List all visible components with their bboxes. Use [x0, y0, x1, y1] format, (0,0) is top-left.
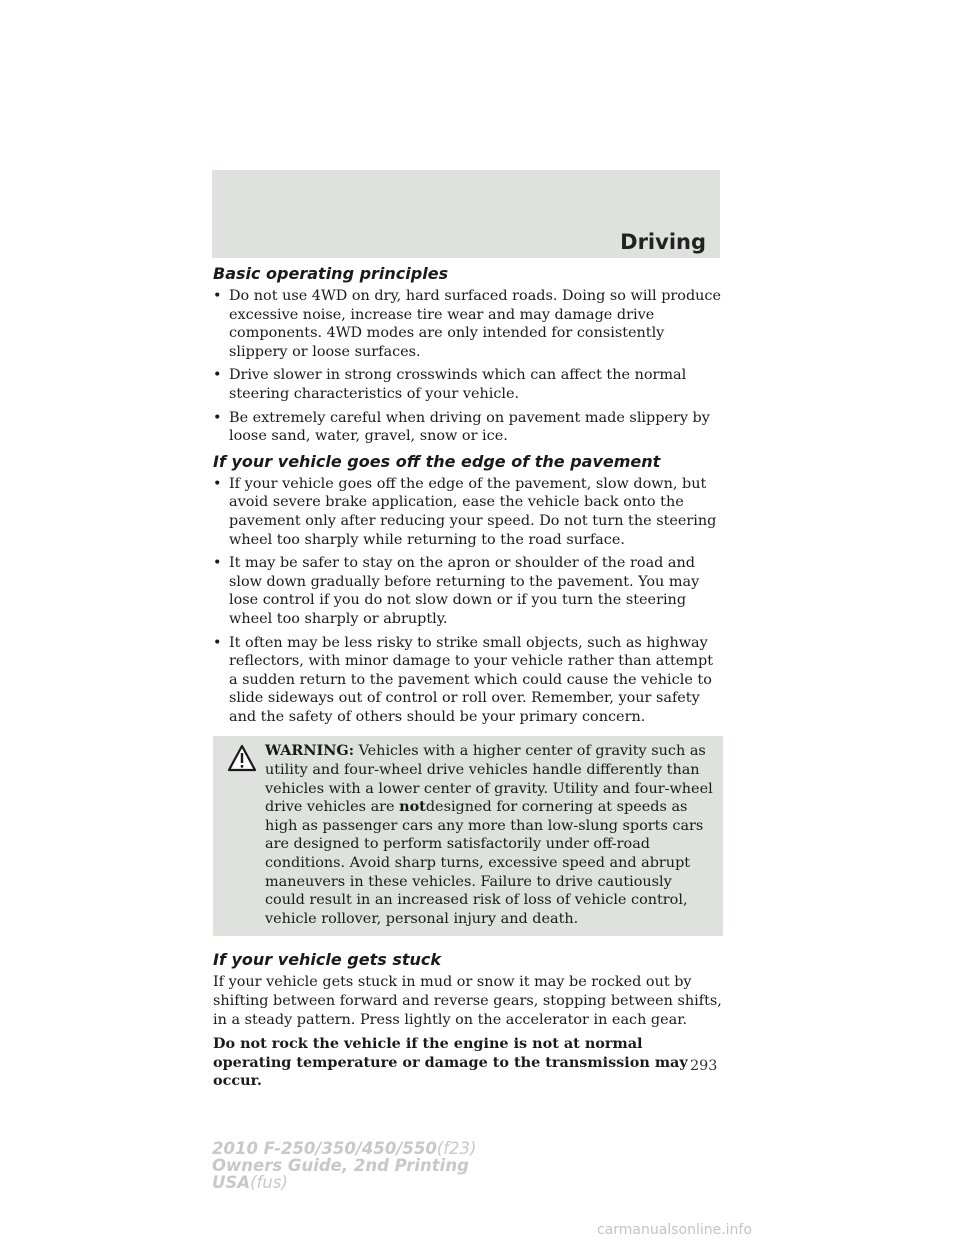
warning-box	[213, 736, 723, 936]
heading-vehicle-stuck: If your vehicle gets stuck	[213, 950, 442, 970]
list-item	[213, 366, 723, 403]
bullet-glyph: •	[213, 367, 222, 384]
warning-triangle-icon	[227, 744, 257, 772]
list-item	[213, 475, 723, 549]
list-item-text: Drive slower in strong crosswinds which can affect the normal steering characteristics of your vehicle.	[229, 367, 687, 402]
bullet-glyph: •	[213, 288, 222, 304]
warning-emphasis: not	[399, 798, 426, 816]
off-pavement-list	[213, 475, 723, 727]
page-number: 293	[690, 1058, 718, 1074]
list-item	[213, 409, 723, 446]
watermark: carmanualsonline.info	[597, 1222, 752, 1238]
footer-print-info	[212, 1140, 477, 1191]
heading-off-pavement-edge: If your vehicle goes off the edge of the pavement	[213, 451, 661, 471]
section-header-band	[212, 170, 720, 258]
list-item-text: It may be safer to stay on the apron or shoulder of the road and slow down gradually before returning to the pavement. You may lose control if you do not slow down or if you turn the steering wheel too sharply or abruptly.	[229, 555, 700, 627]
footer-line-1	[212, 1140, 477, 1157]
basic-principles-list	[213, 287, 723, 446]
footer-model: 2010 F-250/350/450/550	[212, 1139, 437, 1158]
list-item-text: If your vehicle goes off the edge of the pavement, slow down, but avoid severe brake application, ease the vehicle back onto the pavement only after reducing your speed. Do not turn the steering wheel too sharply while returning to the road surface.	[229, 475, 717, 548]
bullet-glyph: •	[213, 475, 222, 492]
stuck-caution-note: Do not rock the vehicle if the engine is not at normal operating temperature or damage to the transmission may occur.	[213, 1035, 688, 1090]
warning-text-part: designed for cornering at speeds as high as passenger cars any more than low-slung sports cars are designed to perform satisfactorily under off-road conditions. Avoid sharp turns, excessive speed and abrupt maneuvers in these vehicles. Failure to drive cautiously could result in an increased risk of loss of vehicle control, vehicle rollover, personal injury and death.	[265, 799, 704, 927]
bullet-glyph: •	[213, 409, 222, 426]
warning-text	[217, 742, 715, 928]
heading-basic-operating-principles: Basic operating principles	[213, 264, 449, 283]
bullet-glyph: •	[213, 555, 222, 572]
list-item-text: Be extremely careful when driving on pavement made slippery by loose sand, water, gravel, snow or ice.	[229, 409, 710, 445]
footer-market-code: (fus)	[250, 1173, 288, 1192]
list-item	[213, 554, 723, 628]
footer-line-3	[212, 1174, 477, 1191]
list-item	[213, 634, 723, 727]
list-item-text: Do not use 4WD on dry, hard surfaced roads. Doing so will produce excessive noise, increase tire wear and may damage drive components. 4WD modes are only intended for consistently slippery or loose surfaces.	[229, 288, 722, 360]
footer-market: USA	[212, 1173, 251, 1192]
section-title: Driving	[620, 230, 706, 254]
footer-line-2: Owners Guide, 2nd Printing	[212, 1156, 469, 1175]
page-content	[213, 264, 723, 1091]
warning-label: WARNING:	[265, 742, 355, 760]
warning-text-part: Vehicles with a higher center of gravity such as utility and four-wheel drive vehicles handle differently than vehicles with a lower center of gravity. Utility and four-wheel drive vehicles are	[265, 743, 713, 816]
bullet-glyph: •	[213, 634, 222, 651]
stuck-body-paragraph: If your vehicle gets stuck in mud or snow it may be rocked out by shifting between forward and reverse gears, stopping between shifts, in a steady pattern. Press lightly on the accelerator in each gear.	[213, 974, 722, 1028]
list-item	[213, 287, 723, 361]
list-item-text: It often may be less risky to strike small objects, such as highway reflectors, with minor damage to your vehicle rather than attempt a sudden return to the pavement which could cause the vehicle to slide sideways out of control or roll over. Remember, your safety and the safety of others should be your primary concern.	[229, 634, 713, 725]
footer-model-code: (f23)	[436, 1139, 477, 1158]
